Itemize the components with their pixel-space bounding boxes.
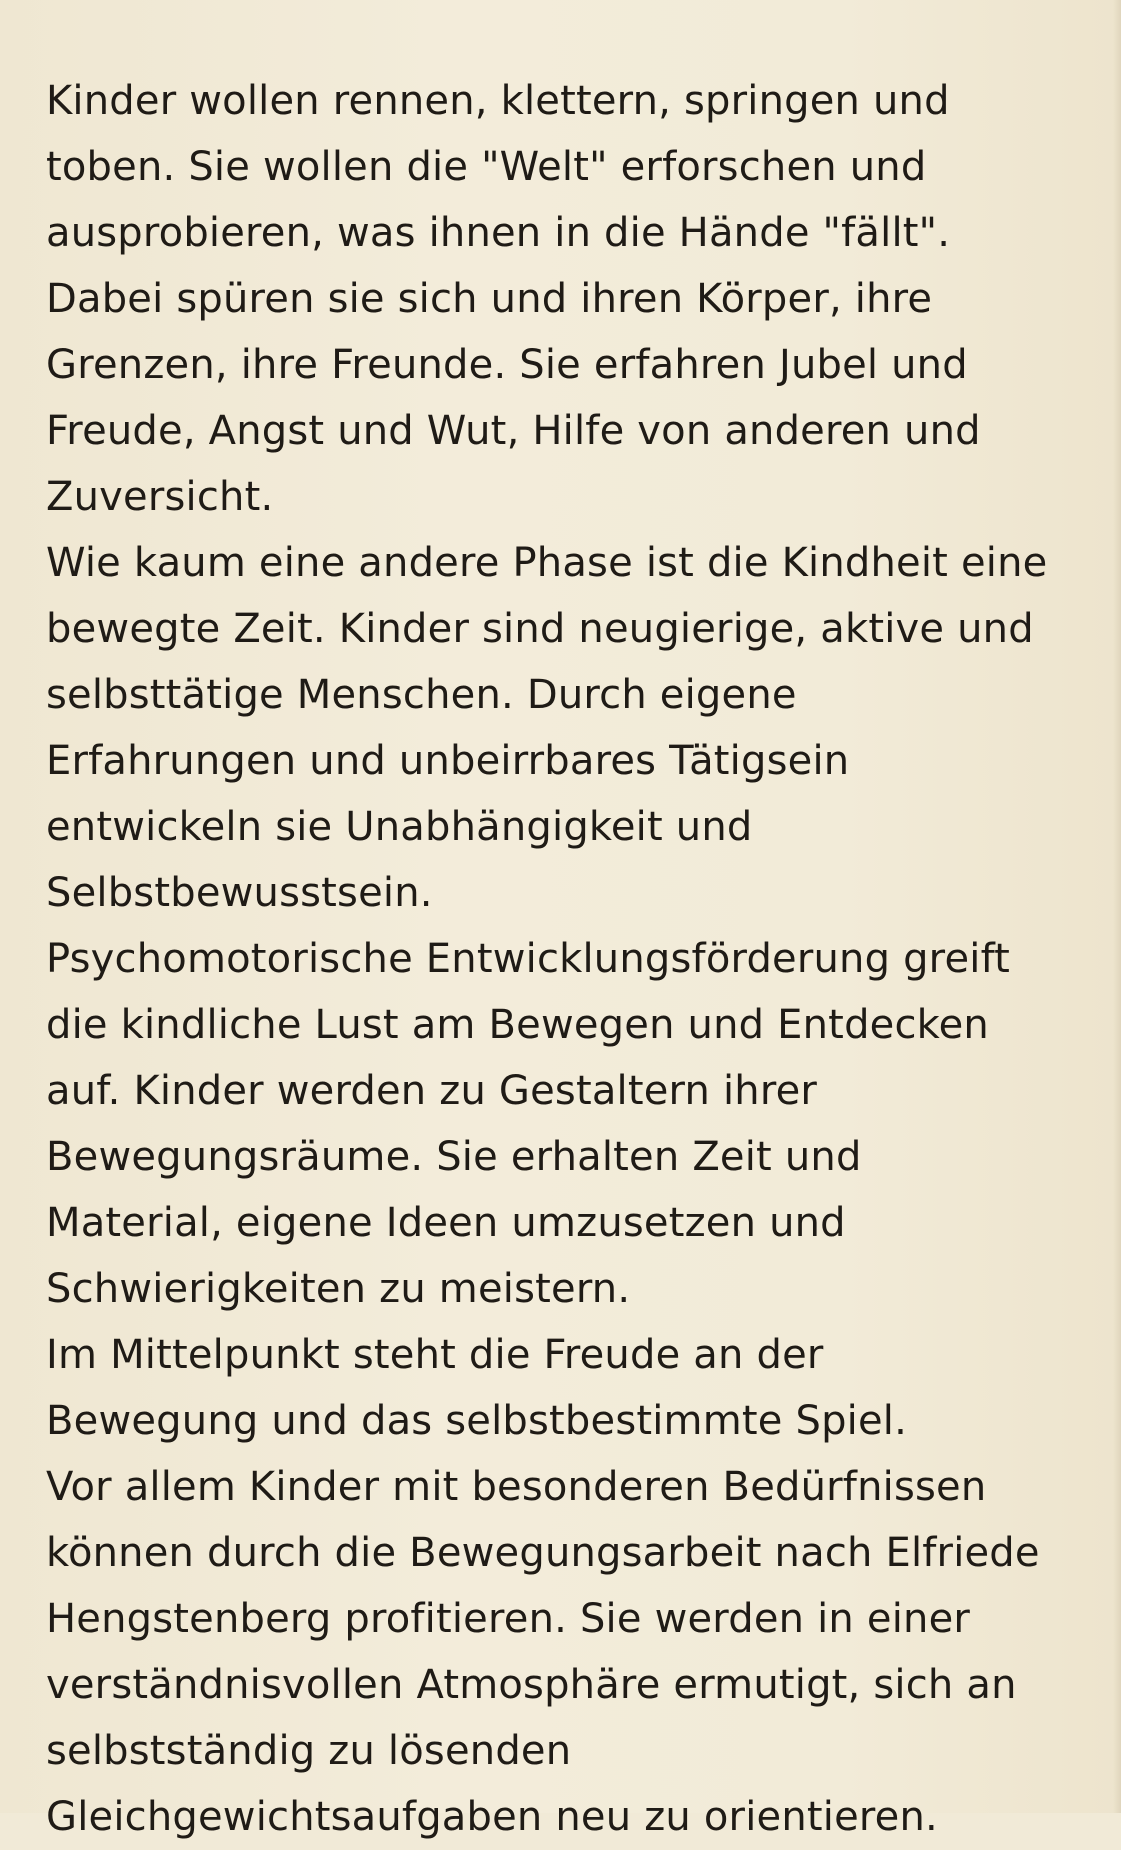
- text-line: Selbstbewusstsein.: [46, 870, 433, 916]
- text-line: auf. Kinder werden zu Gestaltern ihrer: [46, 1068, 818, 1114]
- text-line: Erfahrungen und unbeirrbares Tätigsein: [46, 738, 850, 784]
- text-line: Schwierigkeiten zu meistern.: [46, 1266, 631, 1312]
- text-line: Zuversicht.: [46, 474, 274, 520]
- text-line: selbsttätige Menschen. Durch eigene: [46, 672, 797, 718]
- text-line: Freude, Angst und Wut, Hilfe von anderen und: [46, 408, 981, 454]
- text-line: Psychomotorische Entwicklungsförderung greift: [46, 936, 1011, 982]
- text-line: Bewegungsräume. Sie erhalten Zeit und: [46, 1134, 862, 1180]
- body-text: [46, 68, 1106, 1850]
- text-line: Dabei spüren sie sich und ihren Körper, ihre: [46, 276, 933, 322]
- text-line: Hengstenberg profitieren. Sie werden in einer: [46, 1596, 971, 1642]
- text-line: Wie kaum eine andere Phase ist die Kindheit eine: [46, 540, 1048, 586]
- text-line: können durch die Bewegungsarbeit nach Elfriede: [46, 1530, 1040, 1576]
- text-line: Kinder wollen rennen, klettern, springen und: [46, 78, 950, 124]
- text-line: Gleichgewichtsaufgaben neu zu orientieren.: [46, 1794, 938, 1840]
- text-line: bewegte Zeit. Kinder sind neugierige, aktive und: [46, 606, 1034, 652]
- text-line: die kindliche Lust am Bewegen und Entdecken: [46, 1002, 989, 1048]
- text-line: Vor allem Kinder mit besonderen Bedürfnissen: [46, 1464, 987, 1510]
- text-line: entwickeln sie Unabhängigkeit und: [46, 804, 753, 850]
- text-line: verständnisvollen Atmosphäre ermutigt, sich an: [46, 1662, 1017, 1708]
- text-line: selbstständig zu lösenden: [46, 1728, 572, 1774]
- text-line: Material, eigene Ideen umzusetzen und: [46, 1200, 846, 1246]
- text-line: ausprobieren, was ihnen in die Hände "fällt".: [46, 210, 951, 256]
- text-line: Im Mittelpunkt steht die Freude an der: [46, 1332, 824, 1378]
- text-line: toben. Sie wollen die "Welt" erforschen und: [46, 144, 927, 190]
- text-line: Bewegung und das selbstbestimmte Spiel.: [46, 1398, 908, 1444]
- text-line: Grenzen, ihre Freunde. Sie erfahren Jubel und: [46, 342, 968, 388]
